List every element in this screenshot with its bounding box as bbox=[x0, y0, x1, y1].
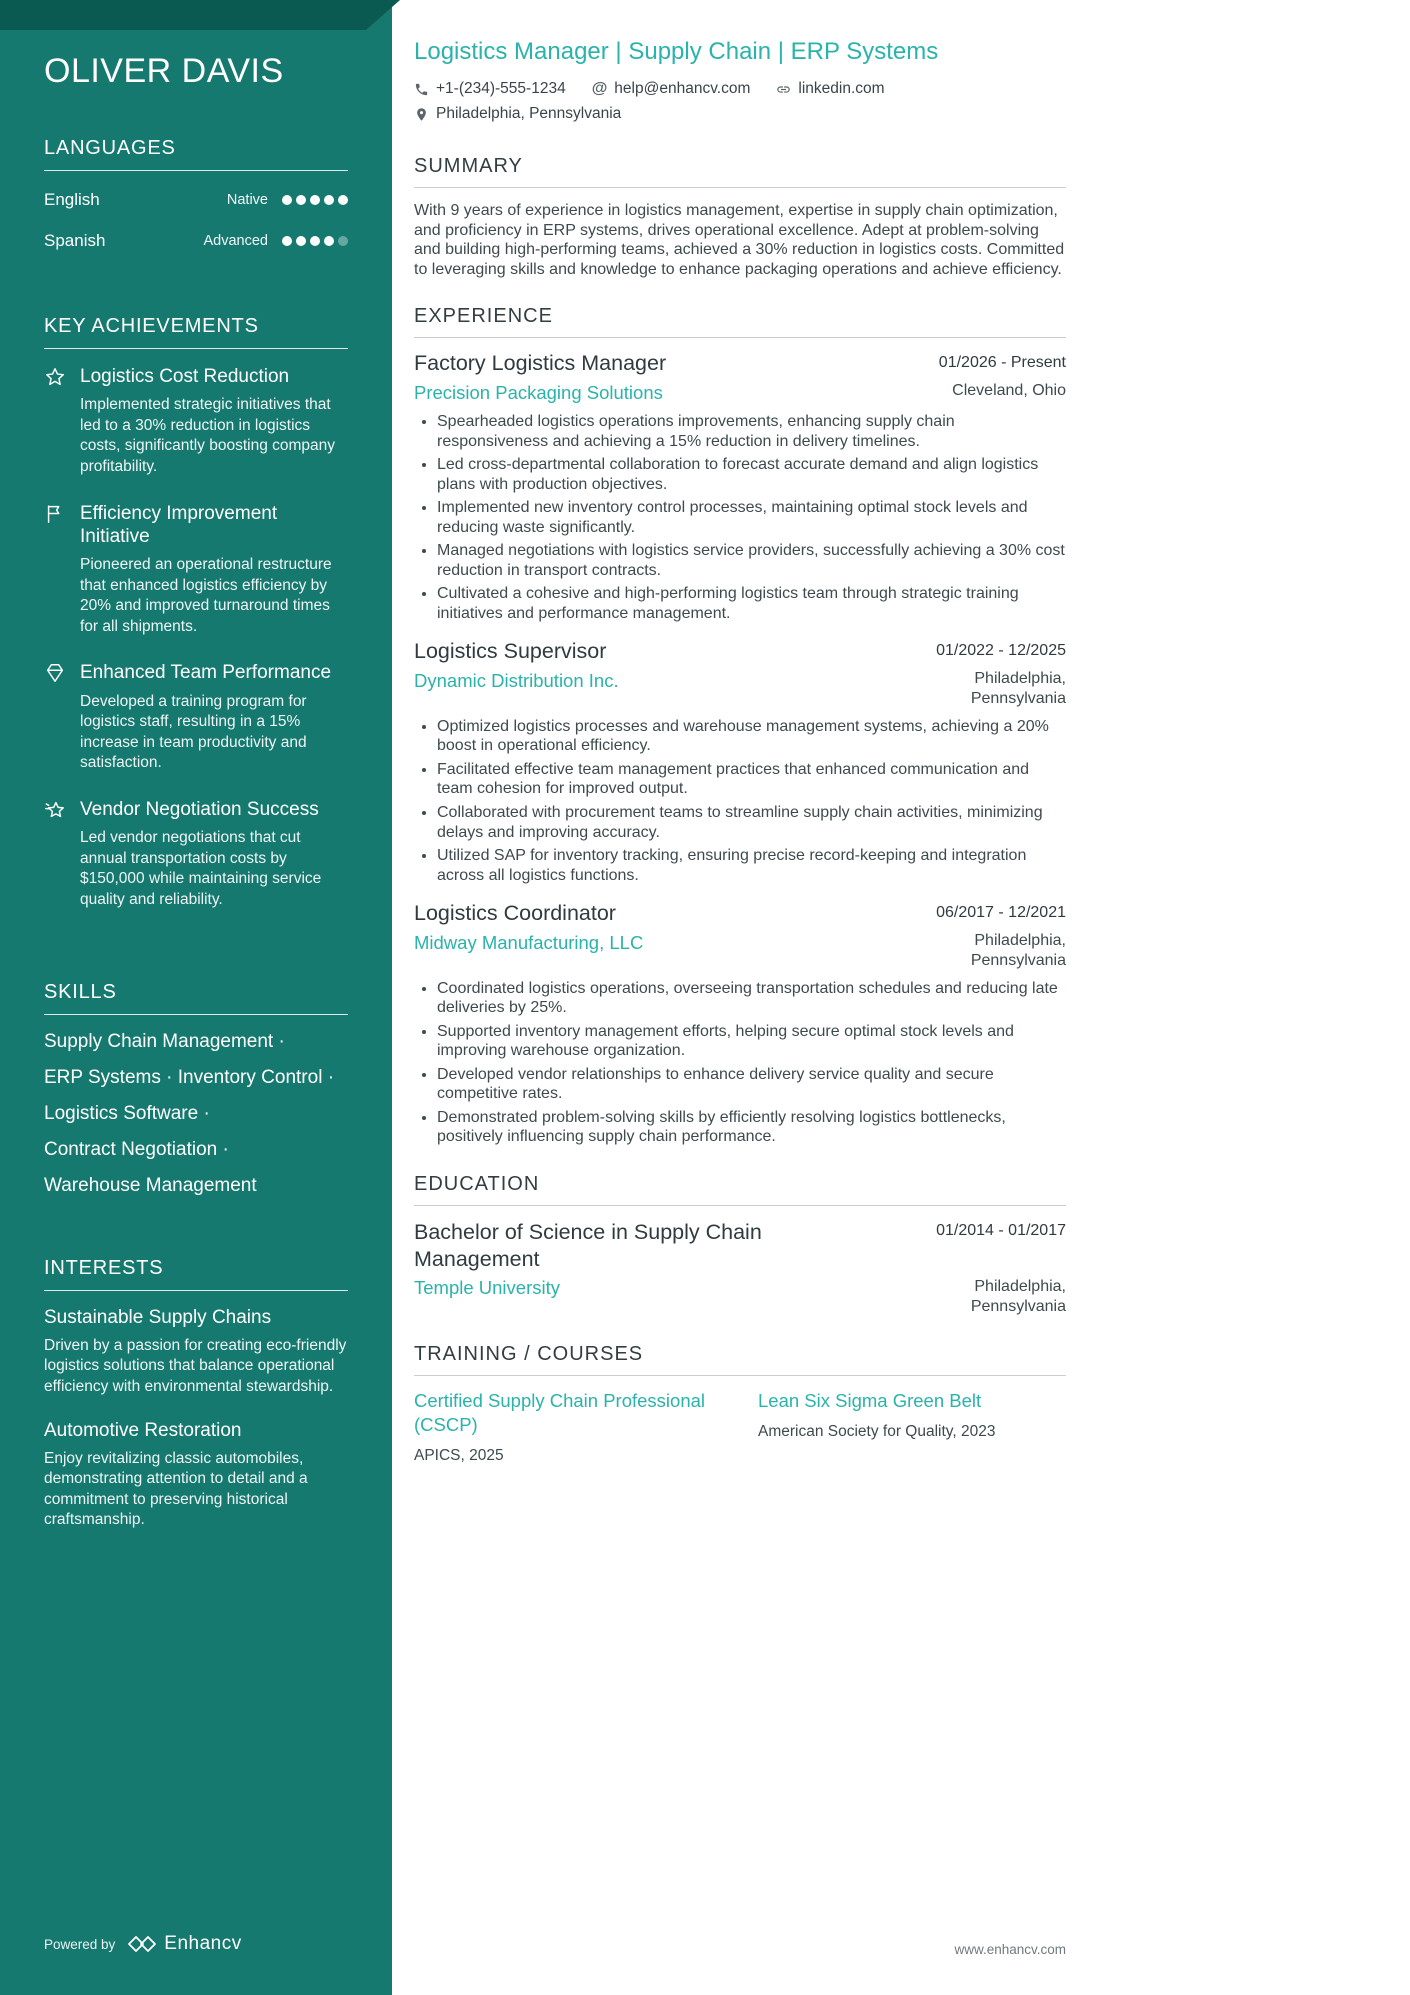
proficiency-dot bbox=[282, 236, 292, 246]
education-subheader bbox=[414, 1277, 1066, 1317]
gem-icon bbox=[44, 661, 67, 774]
course-title: Certified Supply Chain Professional (CSCP) bbox=[414, 1389, 706, 1435]
bullet-item: • Facilitated effective team management practices that enhanced communication and team cohesion for improved output. bbox=[437, 760, 1066, 799]
enhancv-logo[interactable] bbox=[127, 1933, 241, 1955]
education-location: Philadelphia, Pennsylvania bbox=[970, 1277, 1066, 1315]
location-value: Philadelphia, Pennsylvania bbox=[436, 105, 622, 122]
interest-description: Driven by a passion for creating eco-friendly logistics solutions that balance operational efficiency with environmental stewardship. bbox=[44, 1336, 347, 1395]
phone-icon bbox=[414, 82, 429, 97]
achievement-title: Vendor Negotiation Success bbox=[80, 799, 319, 821]
brand-name: Enhancv bbox=[164, 1933, 242, 1954]
location-contact bbox=[414, 105, 621, 123]
achievement-title: Enhanced Team Performance bbox=[80, 662, 332, 684]
interest-item bbox=[44, 1420, 348, 1531]
skill-line: ERP Systems · Inventory Control · bbox=[44, 1066, 335, 1088]
interests-section bbox=[44, 1257, 348, 1553]
summary-section bbox=[414, 155, 1066, 279]
resume-main bbox=[392, 0, 1410, 1995]
powered-by-footer bbox=[44, 1933, 348, 1955]
job-header bbox=[414, 901, 1066, 927]
proficiency-dot bbox=[310, 195, 320, 205]
interest-description: Enjoy revitalizing classic automobiles, demonstrating attention to detail and a commitment to preserving historical craftsmanship. bbox=[44, 1449, 308, 1529]
education-section bbox=[414, 1173, 1066, 1317]
sidebar bbox=[0, 0, 392, 1995]
achievement-item bbox=[44, 502, 348, 638]
bullet-item: • Coordinated logistics operations, overseeing transportation schedules and reducing late deliveries by 25%. bbox=[437, 979, 1066, 1018]
job-dates: 01/2022 - 12/2025 bbox=[936, 642, 1066, 660]
powered-by-label: Powered by bbox=[44, 1936, 116, 1952]
achievement-title: Efficiency Improvement Initiative bbox=[80, 502, 278, 547]
achievement-item bbox=[44, 798, 348, 911]
language-row bbox=[44, 187, 348, 213]
achievement-description: Pioneered an operational restructure that enhanced logistics efficiency by 20% and improved turnaround times for all shipments. bbox=[80, 556, 332, 635]
bullet-item: • Demonstrated problem-solving skills by efficiently resolving logistics bottlenecks, positively influencing supply chain performance. bbox=[437, 1108, 1066, 1147]
star-icon bbox=[44, 365, 67, 478]
bullet-item: • Optimized logistics processes and warehouse management systems, achieving a 20% boost in operational efficiency. bbox=[437, 717, 1066, 756]
contact-row bbox=[414, 105, 1066, 123]
achievements-heading: KEY ACHIEVEMENTS bbox=[44, 315, 348, 349]
course-list bbox=[414, 1389, 1066, 1465]
education-dates: 01/2014 - 01/2017 bbox=[936, 1221, 1066, 1239]
course-entry bbox=[758, 1389, 1066, 1465]
interest-title: Sustainable Supply Chains bbox=[44, 1306, 272, 1328]
headline: Logistics Manager | Supply Chain | ERP Systems bbox=[414, 38, 939, 65]
linkedin-value[interactable]: linkedin.com bbox=[798, 80, 885, 97]
job-subheader bbox=[414, 381, 1066, 404]
degree-title: Bachelor of Science in Supply Chain Management bbox=[414, 1219, 762, 1271]
achievement-item bbox=[44, 661, 348, 774]
education-heading: EDUCATION bbox=[414, 1173, 1066, 1206]
company-name: Precision Packaging Solutions bbox=[414, 381, 663, 403]
proficiency-dot bbox=[324, 236, 334, 246]
job-location: Philadelphia, Pennsylvania bbox=[970, 669, 1066, 707]
job-subheader bbox=[414, 669, 1066, 709]
proficiency-dot bbox=[282, 195, 292, 205]
job-location: Philadelphia, Pennsylvania bbox=[970, 931, 1066, 969]
achievement-body bbox=[80, 365, 348, 478]
bullet-item: • Implemented new inventory control processes, maintaining optimal stock levels and reducing waste significantly. bbox=[437, 498, 1066, 537]
job-bullets bbox=[414, 979, 1066, 1147]
language-row bbox=[44, 228, 348, 254]
achievement-body bbox=[80, 798, 348, 911]
interest-title: Automotive Restoration bbox=[44, 1419, 242, 1441]
experience-entry bbox=[414, 901, 1066, 1147]
language-level: Native bbox=[226, 192, 268, 209]
summary-text: With 9 years of experience in logistics management, expertise in supply chain optimization, and proficiency in ERP systems, drives operational excellence. Adept at problem-solving and building high-performing teams, achieved a 30% reduction in logistics costs. Committed to leveraging skills and knowledge to enhance packaging operations and achieve efficiency. bbox=[414, 202, 1065, 278]
job-bullets bbox=[414, 717, 1066, 885]
email-value[interactable]: help@enhancv.com bbox=[614, 80, 751, 97]
link-icon bbox=[776, 82, 791, 97]
skills-heading: SKILLS bbox=[44, 981, 348, 1015]
skill-line: Supply Chain Management · bbox=[44, 1030, 285, 1052]
achievement-body bbox=[80, 661, 348, 774]
training-section bbox=[414, 1343, 1066, 1465]
proficiency-dot bbox=[324, 195, 334, 205]
bullet-item: • Utilized SAP for inventory tracking, ensuring precise record-keeping and integration across all logistics functions. bbox=[437, 846, 1066, 885]
language-level: Advanced bbox=[203, 233, 268, 250]
job-subheader bbox=[414, 931, 1066, 971]
training-heading: TRAINING / COURSES bbox=[414, 1343, 1066, 1376]
bullet-item: • Developed vendor relationships to enhance delivery service quality and secure competitive rates. bbox=[437, 1065, 1066, 1104]
bullet-item: • Supported inventory management efforts, helping secure optimal stock levels and improving warehouse organization. bbox=[437, 1022, 1066, 1061]
achievement-item bbox=[44, 365, 348, 478]
languages-heading: LANGUAGES bbox=[44, 137, 348, 171]
linkedin-contact[interactable] bbox=[776, 80, 884, 98]
language-proficiency-dots bbox=[282, 195, 348, 205]
location-pin-icon bbox=[414, 107, 429, 122]
skill-line: Warehouse Management bbox=[44, 1174, 257, 1196]
achievement-title: Logistics Cost Reduction bbox=[80, 366, 290, 388]
education-header bbox=[414, 1219, 1066, 1273]
interest-item bbox=[44, 1307, 348, 1398]
language-proficiency-dots bbox=[282, 236, 348, 246]
company-name: Midway Manufacturing, LLC bbox=[414, 931, 644, 953]
experience-section bbox=[414, 305, 1066, 1147]
company-name: Dynamic Distribution Inc. bbox=[414, 669, 619, 691]
job-title: Logistics Supervisor bbox=[414, 639, 607, 664]
job-dates: 01/2026 - Present bbox=[938, 354, 1066, 372]
language-name: Spanish bbox=[44, 231, 106, 251]
course-organization: APICS, 2025 bbox=[414, 1446, 504, 1464]
course-organization: American Society for Quality, 2023 bbox=[758, 1422, 996, 1440]
bullet-item: • Collaborated with procurement teams to streamline supply chain activities, minimizing delays and improving accuracy. bbox=[437, 803, 1066, 842]
proficiency-dot bbox=[310, 236, 320, 246]
interests-heading: INTERESTS bbox=[44, 1257, 348, 1291]
email-contact[interactable] bbox=[592, 80, 751, 98]
summary-heading: SUMMARY bbox=[414, 155, 1066, 188]
achievement-body bbox=[80, 502, 348, 638]
website-url[interactable]: www.enhancv.com bbox=[954, 1942, 1066, 1957]
candidate-name: OLIVER DAVIS bbox=[44, 52, 284, 90]
skill-line: Logistics Software · bbox=[44, 1102, 210, 1124]
achievement-description: Implemented strategic initiatives that led to a 30% reduction in logistics costs, significantly boosting company profitability. bbox=[80, 396, 336, 476]
achievement-description: Led vendor negotiations that cut annual transportation costs by $150,000 while maintaining service quality and reliability. bbox=[80, 829, 322, 909]
award-star-icon bbox=[44, 798, 67, 911]
school-name: Temple University bbox=[414, 1276, 560, 1298]
proficiency-dot bbox=[296, 236, 306, 246]
language-name: English bbox=[44, 190, 100, 210]
experience-heading: EXPERIENCE bbox=[414, 305, 1066, 338]
job-title: Logistics Coordinator bbox=[414, 901, 616, 926]
contact-info bbox=[414, 80, 1066, 123]
achievements-section bbox=[44, 315, 348, 935]
job-dates: 06/2017 - 12/2021 bbox=[936, 904, 1066, 922]
website-footer bbox=[414, 1942, 1066, 1957]
bullet-item: • Cultivated a cohesive and high-performing logistics team through strategic training initiatives and performance management. bbox=[437, 584, 1066, 623]
experience-entry bbox=[414, 639, 1066, 885]
achievement-description: Developed a training program for logistics staff, resulting in a 15% increase in team productivity and satisfaction. bbox=[80, 692, 307, 772]
job-bullets bbox=[414, 412, 1066, 623]
main-content bbox=[414, 38, 1066, 1465]
phone-value: +1-(234)-555-1234 bbox=[436, 80, 566, 97]
bullet-item: • Led cross-departmental collaboration to forecast accurate demand and align logistics plans with production objectives. bbox=[437, 455, 1066, 494]
skill-line: Contract Negotiation · bbox=[44, 1138, 229, 1160]
job-header bbox=[414, 639, 1066, 665]
phone-contact bbox=[414, 80, 566, 98]
contact-row bbox=[414, 80, 1066, 98]
at-icon: @ bbox=[591, 80, 608, 97]
enhancv-logo-icon bbox=[127, 1935, 157, 1953]
bullet-item: • Spearheaded logistics operations improvements, enhancing supply chain responsiveness and achieving a 15% reduction in delivery timelines. bbox=[437, 412, 1066, 451]
bullet-item: • Managed negotiations with logistics service providers, successfully achieving a 30% cost reduction in transport contracts. bbox=[437, 541, 1066, 580]
course-title: Lean Six Sigma Green Belt bbox=[758, 1389, 982, 1411]
sidebar-top-ribbon bbox=[0, 0, 400, 30]
experience-entry bbox=[414, 351, 1066, 623]
proficiency-dot bbox=[338, 236, 348, 246]
job-title: Factory Logistics Manager bbox=[414, 351, 667, 376]
flag-icon bbox=[44, 502, 67, 638]
proficiency-dot bbox=[296, 195, 306, 205]
course-entry bbox=[414, 1389, 722, 1465]
proficiency-dot bbox=[338, 195, 348, 205]
languages-section bbox=[44, 137, 348, 269]
job-header bbox=[414, 351, 1066, 377]
job-location: Cleveland, Ohio bbox=[952, 381, 1066, 399]
skills-section bbox=[44, 981, 348, 1211]
